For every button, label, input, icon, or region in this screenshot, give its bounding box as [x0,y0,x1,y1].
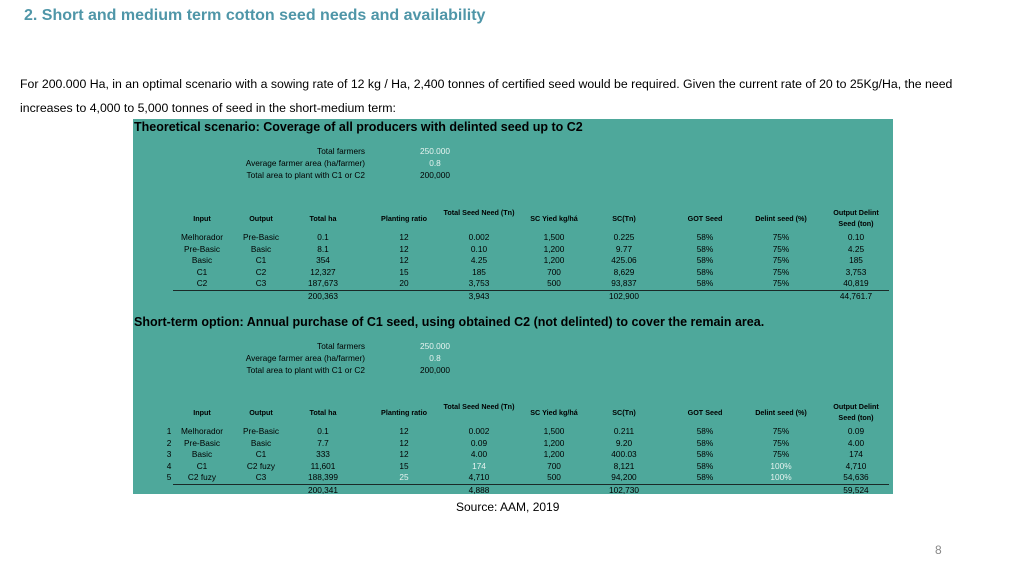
seed-needs-table-image [133,119,893,494]
total-cell: 200,341 [308,485,338,494]
table-cell: 9.77 [615,243,633,254]
column-header: Output [249,214,273,223]
column-header: Planting ratio [381,408,427,417]
table-cell: Basic [191,449,213,460]
total-divider [173,484,889,485]
table-cell: 354 [316,255,330,266]
source-caption: Source: AAM, 2019 [456,500,560,514]
table-cell: 54,636 [843,472,869,483]
table-cell: 1,200 [543,437,565,448]
table-cell: C3 [255,278,267,289]
table-cell: 75% [772,437,790,448]
column-header: Output Delint Seed (ton) [833,402,879,422]
column-header: Total Seed Need (Tn) [443,208,515,217]
table-cell: 75% [772,278,790,289]
total-cell: 102,730 [609,485,639,494]
table-cell: 425.06 [611,255,637,266]
table-cell: 0.09 [470,437,488,448]
slide-title: 2. Short and medium term cotton seed needs and availability [24,7,486,24]
table-cell: 0.225 [613,232,635,242]
column-header: Planting ratio [381,214,427,223]
total-divider [173,290,889,291]
table-cell: 700 [547,460,561,471]
table-cell: 12,327 [310,266,336,277]
table-cell: 75% [772,266,790,277]
param-label: Total farmers [317,341,365,351]
table-cell: 58% [696,437,714,448]
column-header: Output [249,408,273,417]
table-cell: 1 [166,426,172,436]
scenario2-title: Short-term option: Annual purchase of C1 seed, using obtained C2 (not delinted) to cover the remain area. [134,315,765,329]
table-cell: 3,753 [845,266,867,277]
table-cell: C3 [255,472,267,483]
table-cell: 58% [696,255,714,266]
table-cell: 100% [770,472,792,483]
table-cell: 185 [472,266,486,277]
table-cell: 1,200 [543,243,565,254]
table-cell: 4 [166,460,172,471]
table-cell: Melhorador [181,232,223,242]
table-cell: 1,200 [543,449,565,460]
table-cell: Melhorador [181,426,223,436]
column-header: Delint seed (%) [755,214,807,223]
param-value: 0.8 [429,353,441,363]
table-cell: 0.10 [470,243,488,254]
table-cell: 58% [696,449,714,460]
column-header: Input [193,408,211,417]
table-cell: 0.1 [317,232,329,242]
table-cell: 11,601 [310,460,336,471]
table-cell: 8,121 [613,460,635,471]
table-cell: 1,500 [543,426,565,436]
table-cell: 1,200 [543,255,565,266]
param-label: Total area to plant with C1 or C2 [246,365,365,375]
table-cell: 187,673 [308,278,338,289]
table-cell: Basic [250,243,272,254]
table-cell: 500 [547,472,561,483]
total-cell: 200,363 [308,291,338,301]
table-cell: 185 [849,255,863,266]
param-value: 0.8 [429,158,441,168]
param-label: Average farmer area (ha/farmer) [245,353,365,363]
table-cell: 12 [399,232,409,242]
table-cell: 58% [696,426,714,436]
table-cell: 4.25 [847,243,865,254]
table-cell: C1 [196,460,208,471]
table-cell: 0.10 [847,232,865,242]
table-cell: C1 [255,255,267,266]
table-cell: 12 [399,449,409,460]
page-number: 8 [935,543,942,557]
column-header: Total ha [309,408,337,417]
scenario1-title: Theoretical scenario: Coverage of all producers with delinted seed up to C2 [134,120,583,134]
total-cell: 4,888 [468,485,490,494]
table-cell: C1 [255,449,267,460]
table-cell: 1,500 [543,232,565,242]
table-cell: 8,629 [613,266,635,277]
table-cell: 4.25 [470,255,488,266]
param-value: 250.000 [420,146,450,156]
param-label: Average farmer area (ha/farmer) [245,158,365,168]
table-cell: C2 fuzy [187,472,217,483]
intro-paragraph: For 200.000 Ha, in an optimal scenario with a sowing rate of 12 kg / Ha, 2,400 tonnes of certified seed would be required. Given the current rate of 20 to 25Kg/Ha, the need increases to 4,000 to 5,000 tonnes of seed in the short-medium term: [20,77,953,115]
table-cell: 15 [399,266,409,277]
table-cell: Basic [250,437,272,448]
column-header: SC Yied kg/há [530,214,578,223]
table-cell: C2 [196,278,208,289]
table-cell: 0.002 [468,232,490,242]
table-cell: 12 [399,426,409,436]
table-cell: 75% [772,232,790,242]
table-cell: 2 [166,437,172,448]
column-header: GOT Seed [687,408,723,417]
table-cell: C2 [255,266,267,277]
column-header: Delint seed (%) [755,408,807,417]
column-header: Total Seed Need (Tn) [443,402,515,411]
table-cell: 15 [399,460,409,471]
table-cell: 12 [399,243,409,254]
total-cell: 3,943 [468,291,490,301]
total-cell: 44,761.7 [839,291,873,301]
table-cell: Basic [191,255,213,266]
table-cell: 75% [772,255,790,266]
table-cell: 174 [472,460,486,471]
param-value: 200,000 [420,365,450,375]
param-label: Total area to plant with C1 or C2 [246,170,365,180]
column-header: GOT Seed [687,214,723,223]
table-cell: 100% [770,460,792,471]
table-cell: 0.1 [317,426,329,436]
table-cell: Pre-Basic [184,437,220,448]
column-header: Total ha [309,214,337,223]
param-label: Total farmers [317,146,365,156]
table-cell: Pre-Basic [184,243,220,254]
table-cell: 93,837 [611,278,637,289]
table-cell: C2 fuzy [246,460,276,471]
param-value: 200,000 [420,170,450,180]
table-cell: 12 [399,437,409,448]
table-cell: 4.00 [847,437,865,448]
table-cell: 58% [696,266,714,277]
column-header: SC(Tn) [612,408,636,417]
column-header: Output Delint Seed (ton) [833,208,879,228]
table-cell: Pre-Basic [243,232,279,242]
table-cell: 174 [849,449,863,460]
column-header: Input [193,214,211,223]
table-cell: 75% [772,449,790,460]
table-cell: 9.20 [615,437,633,448]
table-cell: 75% [772,243,790,254]
total-cell: 59,524 [843,485,869,494]
table-cell: 700 [547,266,561,277]
table-cell: 3 [166,449,172,460]
table-cell: 4,710 [845,460,867,471]
table-cell: 58% [696,472,714,483]
table-cell: 4,710 [468,472,490,483]
table-cell: 58% [696,278,714,289]
column-header: SC Yied kg/há [530,408,578,417]
total-cell: 102,900 [609,291,639,301]
table-cell: 40,819 [843,278,869,289]
table-cell: 58% [696,460,714,471]
table-cell: Pre-Basic [243,426,279,436]
table-cell: 333 [316,449,330,460]
table-cell: 0.002 [468,426,490,436]
table-cell: 58% [696,243,714,254]
table-cell: 3,753 [468,278,490,289]
table-cell: 94,200 [611,472,637,483]
table-cell: 5 [166,472,172,483]
table-cell: 7.7 [317,437,329,448]
table-cell: 0.09 [847,426,865,436]
table-cell: 188,399 [308,472,338,483]
table-cell: 75% [772,426,790,436]
table-cell: 8.1 [317,243,329,254]
table-cell: 58% [696,232,714,242]
param-value: 250.000 [420,341,450,351]
column-header: SC(Tn) [612,214,636,223]
table-cell: C1 [196,266,208,277]
table-cell: 4.00 [470,449,488,460]
table-cell: 0.211 [613,426,635,436]
table-cell: 20 [399,278,409,289]
table-cell: 400.03 [611,449,637,460]
table-cell: 500 [547,278,561,289]
table-cell: 25 [399,472,409,483]
table-cell: 12 [399,255,409,266]
